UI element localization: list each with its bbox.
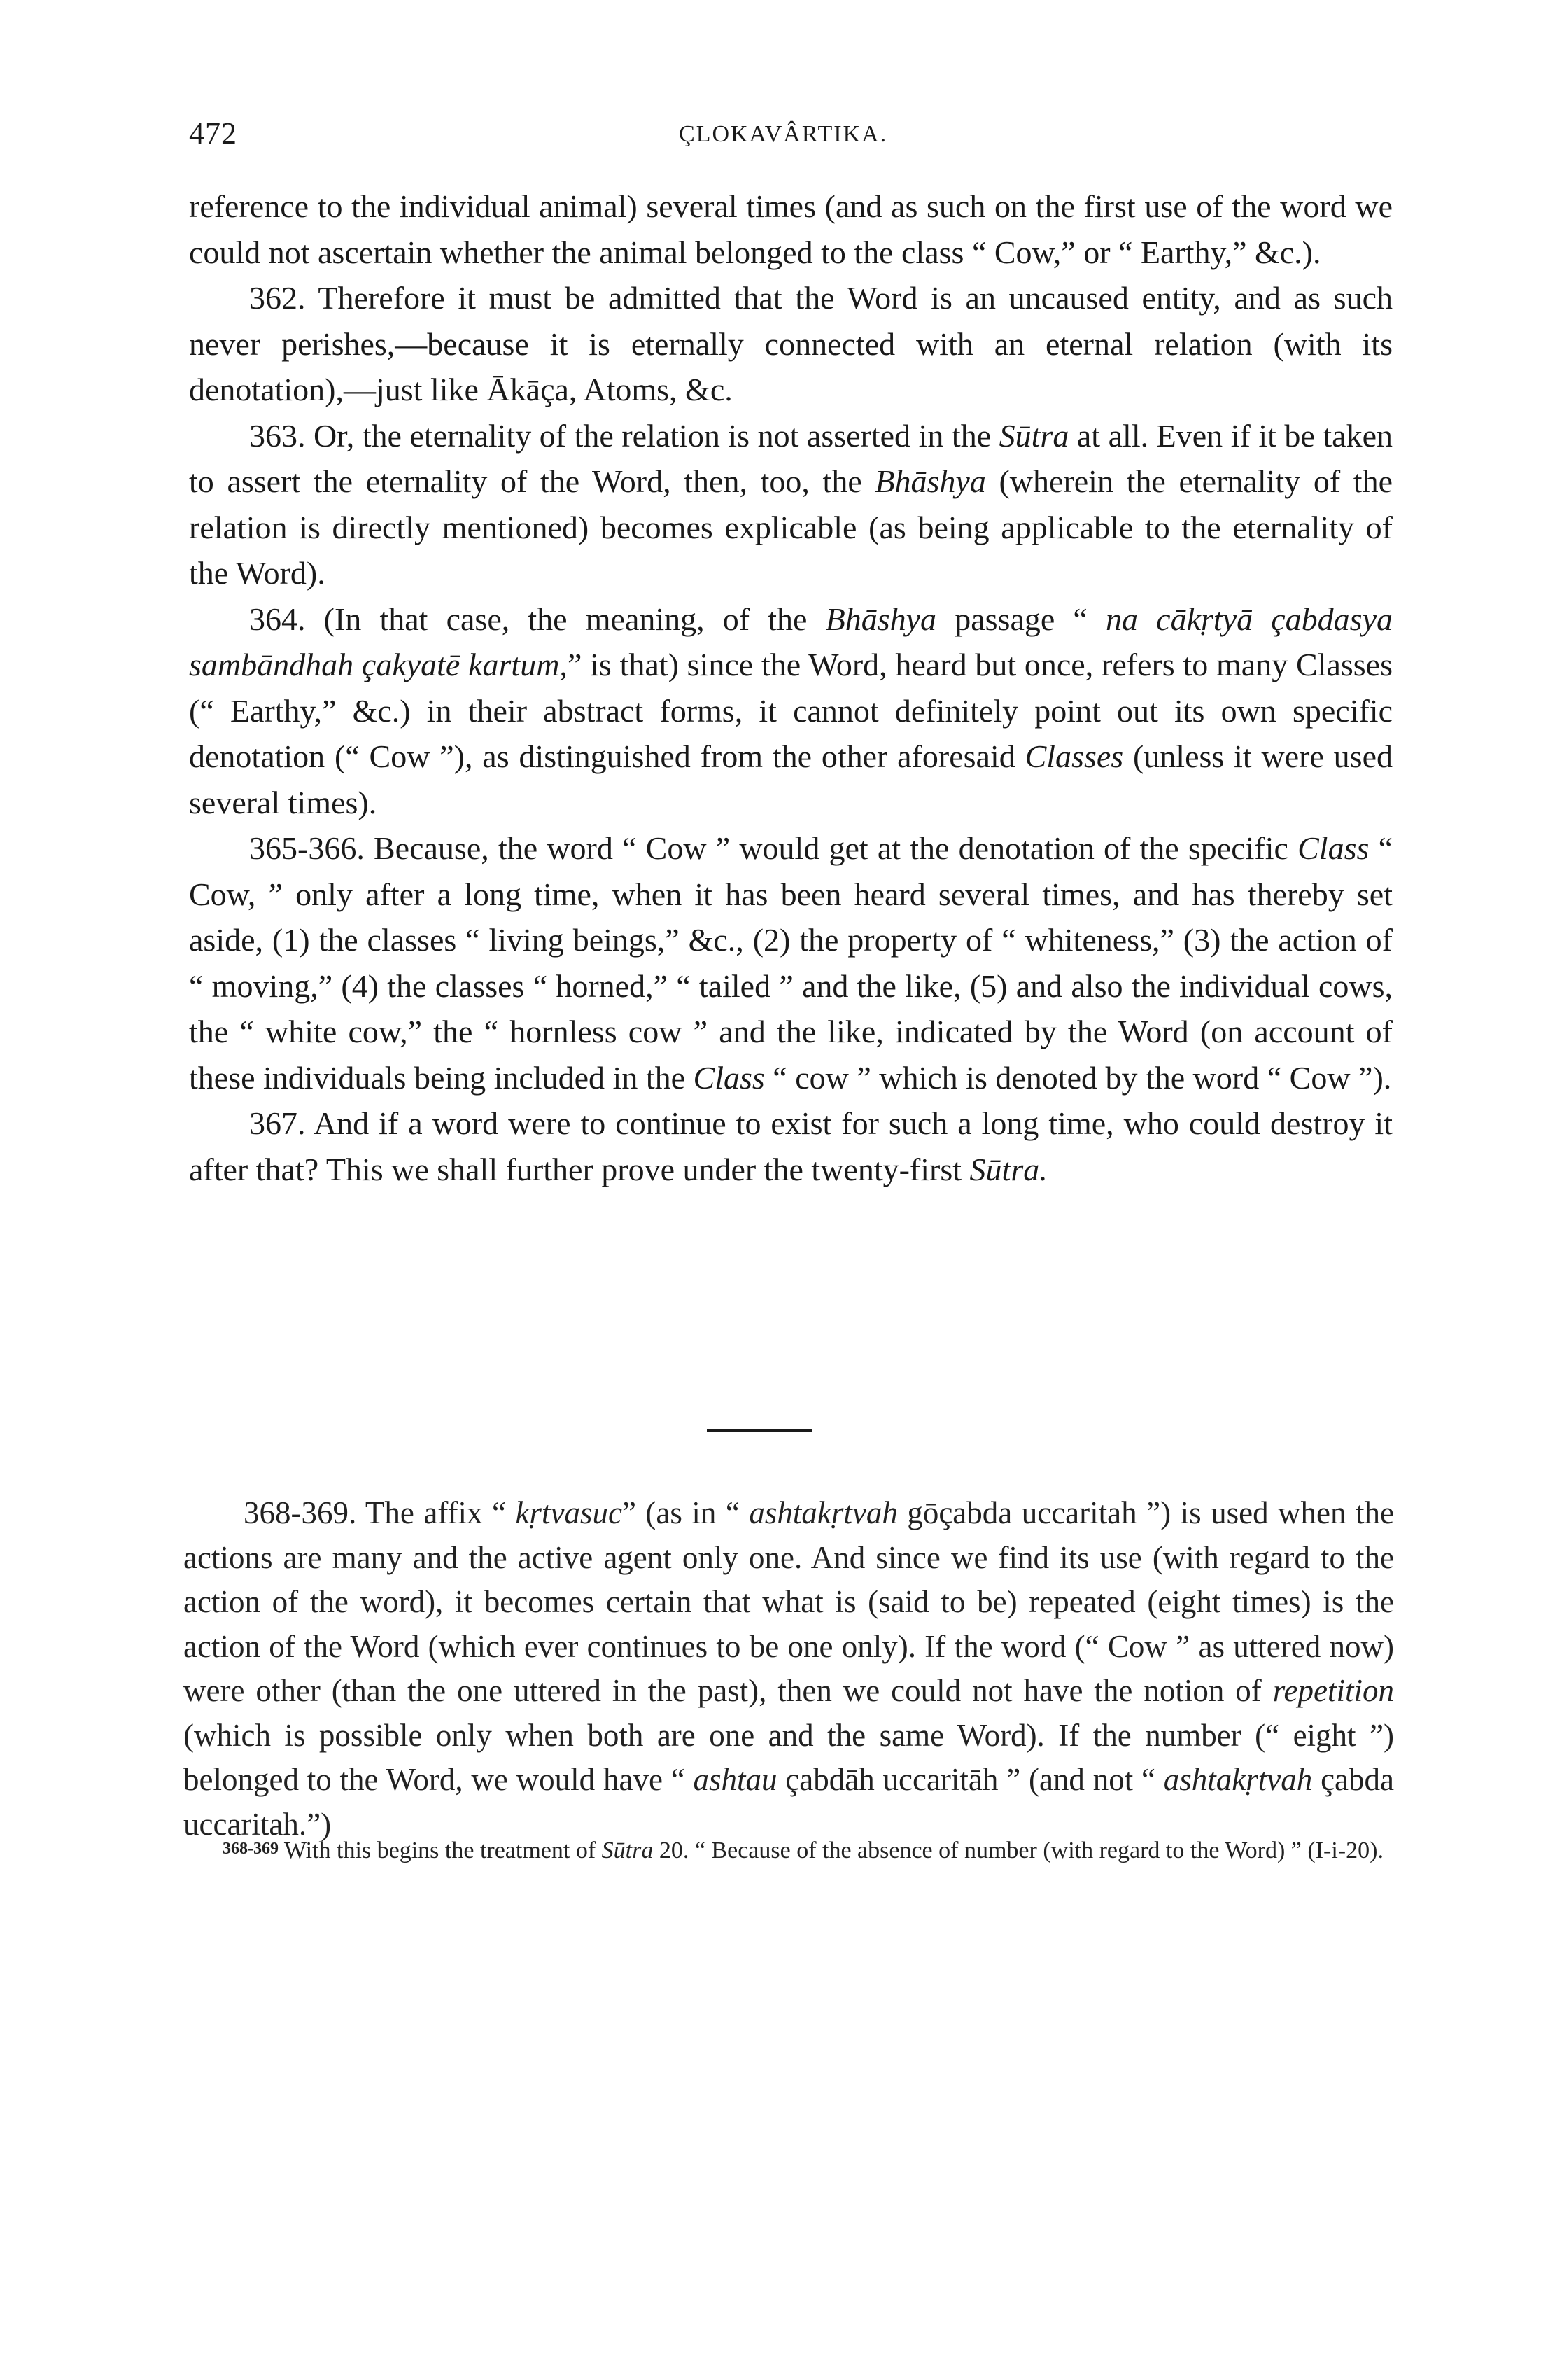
italic-term: ashtau xyxy=(693,1762,777,1797)
paragraph-362: 362. Therefore it must be admitted that the Word is an uncaused entity, and as such never perishes,—because it is eternally connected with an eternal relation (with its denotation),—just like Ākāça, Atoms, &c. xyxy=(189,280,1393,407)
italic-term: Sūtra. xyxy=(969,1151,1048,1187)
italic-term: Sūtra xyxy=(999,417,1069,454)
italic-term: Classes xyxy=(1025,738,1124,774)
paragraph-365-366 xyxy=(189,825,1393,1100)
text-run: 20. “ Because of the absence of number (with regard to the Word) ” (I-i-20). xyxy=(653,1837,1384,1863)
section-divider xyxy=(707,1429,812,1432)
text-run: With this begins the treatment of xyxy=(279,1837,602,1863)
text-run: 363. Or, the eternality of the relation is not asserted in the xyxy=(249,417,999,454)
text-run: 368-369. The affix “ xyxy=(244,1495,516,1530)
text-run: 364. (In that case, the meaning, of the xyxy=(249,601,826,637)
main-text xyxy=(189,183,1393,1192)
text-run: passage “ xyxy=(936,601,1106,637)
text-run: çabda uccaritah.”) xyxy=(183,1762,1394,1842)
paragraph-368-369 xyxy=(183,1491,1394,1847)
footnote-text xyxy=(183,1833,1394,1867)
text-run: 365-366. Because, the word “ Cow ” would get at the denotation of the specific xyxy=(249,830,1298,866)
italic-term: ashtakṛtvah xyxy=(749,1495,898,1530)
running-title: ÇLOKAVÂRTIKA. xyxy=(679,121,888,147)
text-run: çabdāh uccaritāh ” (and not “ xyxy=(777,1762,1164,1797)
italic-term: Class xyxy=(1297,830,1370,866)
paragraph-363 xyxy=(189,413,1393,596)
italic-term: repetition xyxy=(1272,1673,1394,1708)
text-run: (wherein the eternality of the relation is directly mentioned) becomes explicable (as being applicable to the eternality of the Word). xyxy=(189,463,1393,591)
text-run: “ cow ” which is denoted by the word “ Cow ”). xyxy=(764,1059,1392,1096)
page-header xyxy=(189,115,1393,158)
paragraph-364 xyxy=(189,596,1393,826)
text-run: 367. And if a word were to continue to exist for such a long time, who could destroy it after that? This we shall further prove under the twenty-first xyxy=(189,1105,1393,1187)
paragraph-367 xyxy=(189,1100,1393,1192)
text-run: (unless it were used several times). xyxy=(189,738,1393,820)
text-run: “ Cow, ” only after a long time, when it has been heard several times, and has thereby set aside, (1) the classes “ living beings,” &c., (2) the property of “ whiteness,” (3) the action of “ moving,” (4) the classes “ horned,” “ tailed ” and the like, (5) and also the individual cows, the “ white cow,” the “ hornless cow ” and the like, indicated by the Word (on account of these individuals being included in the xyxy=(189,830,1393,1096)
text-run: ” (as in “ xyxy=(621,1495,750,1530)
italic-term: Bhāshya xyxy=(825,601,937,637)
text-run: at all. Even if it be taken to assert the eternality of the Word, then, too, the xyxy=(189,417,1393,499)
italic-term: Bhāshya xyxy=(875,463,986,499)
footnote xyxy=(183,1833,1394,1867)
italic-term: kṛtvasuc xyxy=(515,1495,622,1530)
italic-quote: na cākṛtyā çabdasya sambāndhah çakyatē kartum, xyxy=(189,601,1393,682)
text-run: ” is that) since the Word, heard but once, refers to many Classes (“ Earthy,” &c.) in their abstract forms, it cannot definitely point out its own specific denotation (“ Cow ”), as distinguished from the other aforesaid xyxy=(189,647,1393,774)
footnote-mark: 368-369 xyxy=(223,1840,279,1858)
italic-term: Class xyxy=(693,1059,765,1096)
text-run: (which is possible only when both are one and the same Word). If the number (“ eight ”) belonged to the Word, we would have “ xyxy=(183,1717,1394,1797)
text-run: gōçabda uccaritah ”) is used when the actions are many and the active agent only one. And since we find its use (with regard to the action of the word), it becomes certain that what is (said to be) repeated (eight times) is the action of the Word (which ever continues to be one only). If the word (“ Cow ” as uttered now) were other (than the one uttered in the past), then we could not have the notion of xyxy=(183,1495,1394,1708)
italic-term: ashtakṛtvah xyxy=(1163,1762,1313,1797)
page-number: 472 xyxy=(189,116,237,150)
italic-term: Sūtra xyxy=(601,1837,654,1863)
commentary-text xyxy=(183,1491,1394,1847)
paragraph-continued: reference to the individual animal) several times (and as such on the first use of the word we could not ascertain whether the animal belonged to the class “ Cow,” or “ Earthy,” &c.). xyxy=(189,188,1393,270)
